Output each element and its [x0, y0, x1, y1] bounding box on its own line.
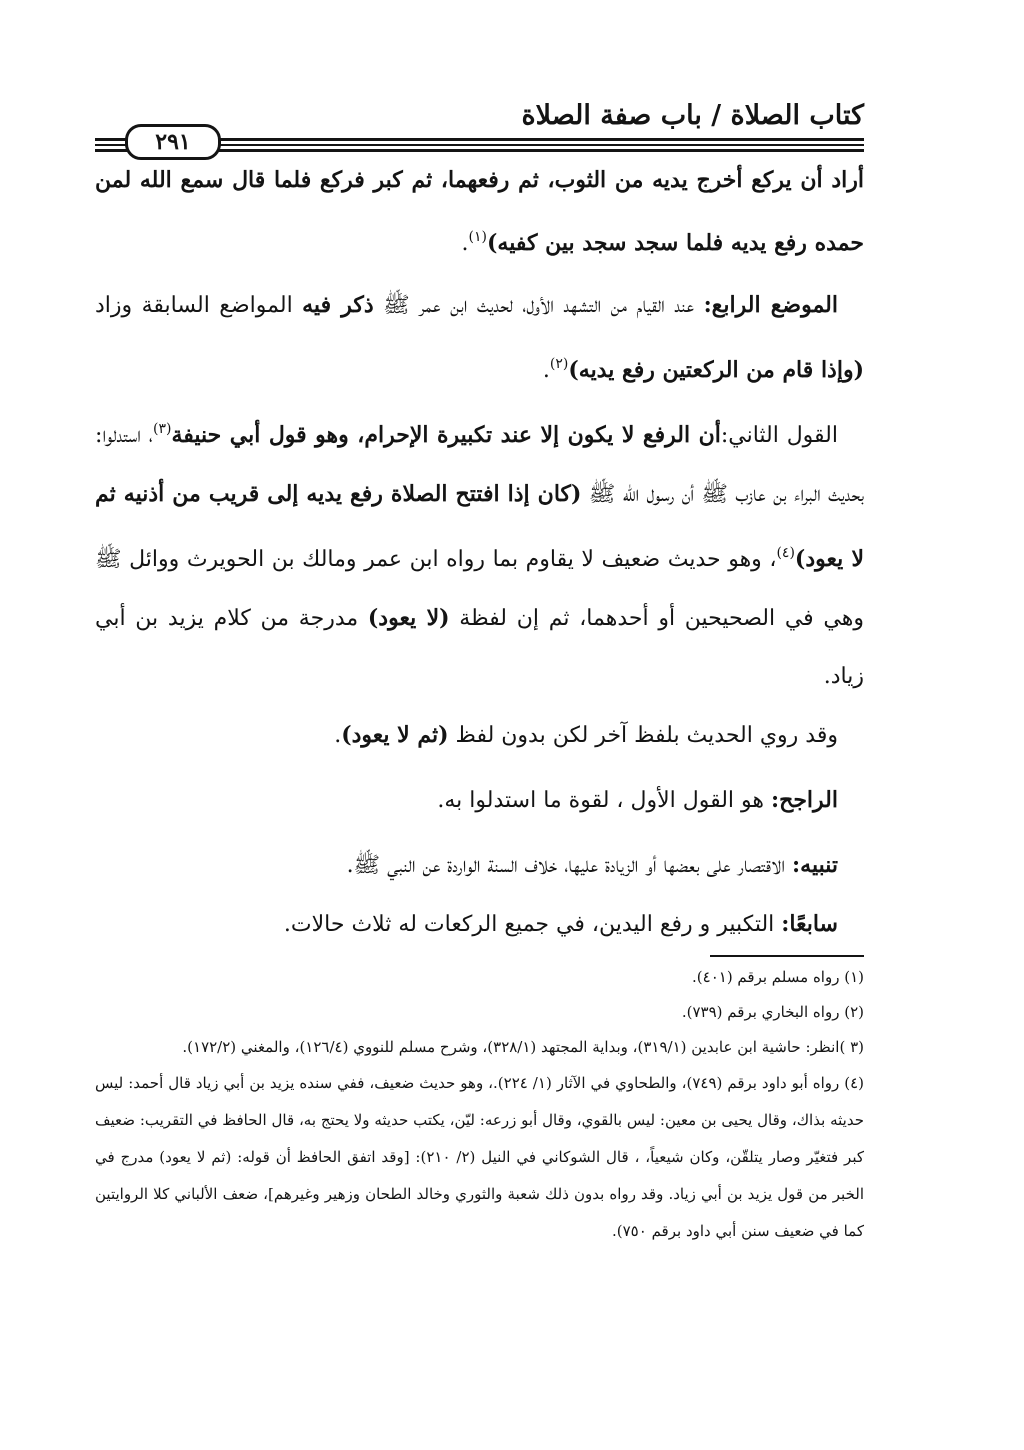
running-header: كتاب الصلاة / باب صفة الصلاة — [521, 100, 864, 131]
bold-text: ذكر فيه — [302, 292, 374, 318]
paragraph-text: ، استدلوا: بحديث البراء بن عازب ﷺ أن رسول الله ﷺ — [95, 423, 864, 507]
paragraph-text: المواضع السابقة وزاد — [95, 293, 303, 318]
sentence-end: . — [461, 231, 469, 256]
hadith-quote: (كان إذا افتتح الصلاة رفع يديه إلى قريب من أذنيه ثم لا يعود) — [95, 481, 864, 572]
bold-text: أن الرفع لا يكون إلا عند تكبيرة الإحرام، وهو قول أبي حنيفة — [171, 422, 721, 448]
paragraph-3 — [95, 400, 864, 706]
footnote-ref: (٢) — [549, 356, 569, 372]
footnotes — [95, 960, 864, 1250]
paragraph-5 — [95, 771, 864, 830]
footnote-4: (٤) رواه أبو داود برقم (٧٤٩)، والطحاوي في الآثار (١/ ٢٢٤).، وهو حديث ضعيف، ففي سنده يزيد بن أبي زياد قال أحمد: ليس حديثه بذاك، وقال يحيى بن معين: ليس بالقوي، وقال أبو زرعه: ليّن، يكتب حديثه ولا يحتج به، قال الحافظ في التقريب: ضعيف كبر فتغيّر وصار يتلقّن، وكان شيعياً، ، قال الشوكاني في النيل (٢/ ٢١٠): [وقد اتفق الحافظ أن قوله: (ثم لا يعود) مدرج في الخبر من قول يزيد بن أبي زياد. وقد رواه بدون ذلك شعبة والثوري وخالد الطحان وزهير وغيرهم]، ضعف الألباني كلا الروايتين كما في ضعيف سنن أبي داود برقم ٧٥٠). — [95, 1074, 865, 1240]
paragraph-4 — [95, 706, 864, 765]
footnote-1: (١) رواه مسلم برقم (٤٠١). — [692, 968, 864, 986]
footnote-ref: (٣) — [153, 421, 172, 437]
paragraph-text: ، وهو حديث ضعيف لا يقاوم بما رواه ابن عمر ومالك بن الحويرث ووائل ﷺ وهي في الصحيحين أو أحدهما، ثم إن لفظة — [95, 547, 864, 631]
paragraph-text: التكبير و رفع اليدين، في جميع الركعات له ثلاث حالات. — [283, 912, 782, 937]
sentence-end: . — [334, 723, 342, 748]
paragraph-7 — [95, 895, 864, 954]
section-lead: تنبيه: — [792, 852, 838, 878]
paragraph-2 — [95, 276, 864, 400]
paragraph-text: عند القيام من التشهد الأول، لحديث ابن عمر ﷺ — [373, 293, 704, 318]
paragraph-1 — [95, 152, 864, 272]
paragraph-text: هو القول الأول ، لقوة ما استدلوا به. — [437, 788, 771, 813]
footnote-separator — [710, 955, 864, 957]
hadith-quote: (وإذا قام من الركعتين رفع يديه) — [568, 357, 864, 383]
section-lead: الموضع الرابع: — [703, 292, 839, 318]
section-lead: القول الثاني: — [720, 423, 838, 448]
hadith-continuation: أراد أن يركع أخرج يديه من الثوب، ثم رفعهما، ثم كبر فركع فلما قال سمع الله لمن حمده رفع يديه فلما سجد سجد بين كفيه) — [95, 167, 864, 256]
footnote-ref: (١) — [468, 229, 487, 245]
section-lead: سابعًا: — [781, 911, 838, 937]
sentence-end: . — [542, 358, 550, 383]
paragraph-text: الاقتصار على بعضها أو الزيادة عليها، خلاف السنة الواردة عن النبي ﷺ. — [346, 853, 793, 878]
footnote-3: (٣ )انظر: حاشية ابن عابدين (٣١٩/١)، وبداية المجتهد (٣٢٨/١)، وشرح مسلم للنووي (١٢٦/٤)، والمغني (١٧٢/٢). — [182, 1038, 864, 1056]
main-text — [95, 152, 864, 954]
paragraph-text: وقد روي الحديث بلفظ آخر لكن بدون لفظ — [448, 723, 838, 748]
page-number: ٢٩١ — [125, 124, 221, 160]
paragraph-text: مدرجة من كلام يزيد بن أبي زياد. — [95, 606, 864, 689]
section-lead: الراجح: — [771, 787, 838, 813]
paragraph-6 — [95, 836, 864, 895]
footnote-ref: (٤) — [776, 545, 795, 561]
bold-text: (لا يعود) — [367, 605, 450, 631]
footnote-2: (٢) رواه البخاري برقم (٧٣٩). — [681, 1003, 864, 1021]
bold-text: (ثم لا يعود) — [341, 722, 449, 748]
